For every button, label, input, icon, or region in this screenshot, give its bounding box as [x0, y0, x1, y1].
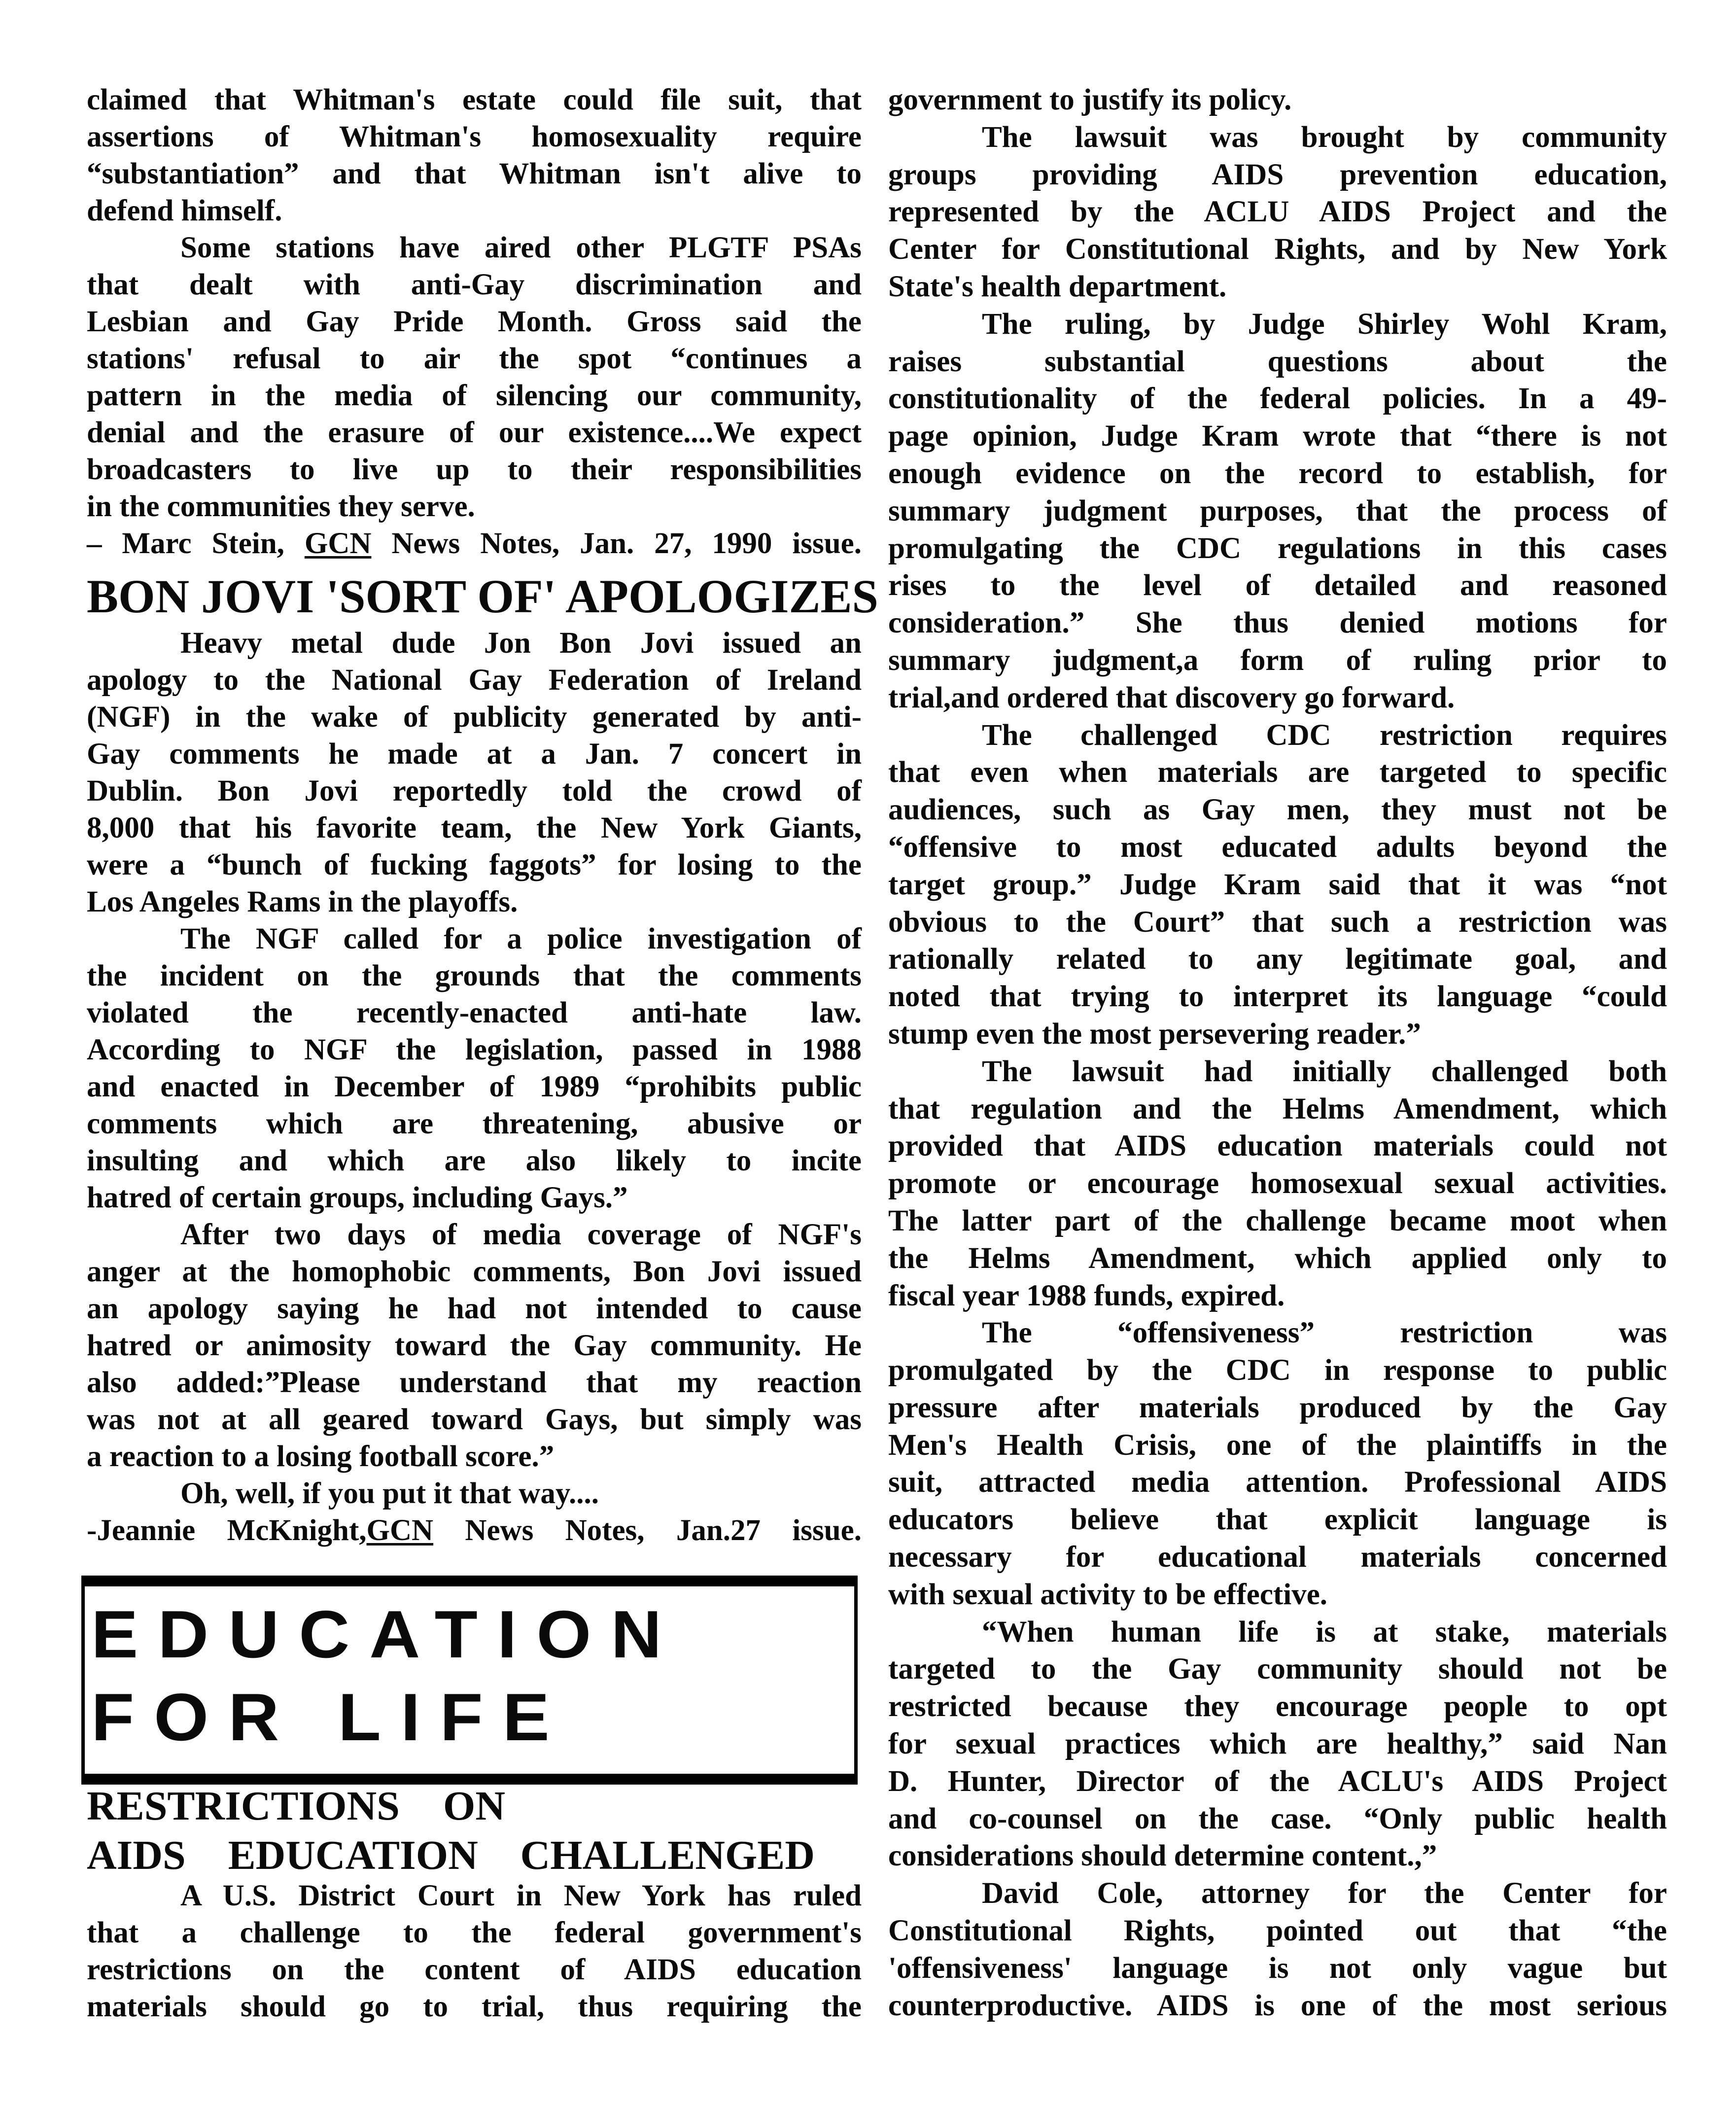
text-line: suit, attracted media attention. Professional AIDS: [888, 1466, 1667, 1499]
text-line: summary judgment,a form of ruling prior to: [888, 643, 1667, 677]
text-line: stations' refusal to air the spot “continues a: [87, 342, 862, 375]
restrictions-article: [87, 1877, 862, 2025]
text-line: restricted because they encourage people to opt: [888, 1690, 1667, 1723]
text-line: (NGF) in the wake of publicity generated by anti-: [87, 701, 862, 734]
text-line: The NGF called for a police investigation of: [180, 922, 862, 955]
text-line: Center for Constitutional Rights, and by New York: [888, 233, 1667, 266]
text-line: for sexual practices which are healthy,” said Nan: [888, 1727, 1667, 1761]
text-line: considerations should determine content.,”: [888, 1839, 1437, 1873]
text-line: constitutionality of the federal policies. In a 49-: [888, 382, 1667, 416]
text-line: Some stations have aired other PLGTF PSAs: [180, 231, 862, 264]
text-line: pattern in the media of silencing our community,: [87, 379, 862, 412]
text-line: A U.S. District Court in New York has ruled: [180, 1879, 862, 1912]
text-line: a reaction to a losing football score.”: [87, 1440, 555, 1473]
text-line: comments which are threatening, abusive or: [87, 1107, 862, 1140]
text-line: According to NGF the legislation, passed in 1988: [87, 1033, 862, 1066]
text-line: target group.” Judge Kram said that it was “not: [888, 868, 1667, 901]
text-line: that dealt with anti-Gay discrimination and: [87, 268, 862, 301]
text-line: denial and the erasure of our existence....We expect: [87, 416, 862, 449]
text-line: rises to the level of detailed and reasoned: [888, 569, 1667, 602]
byline-text: – Marc Stein,: [87, 527, 305, 560]
text-line: necessary for educational materials concerned: [888, 1541, 1667, 1574]
restrictions-headline-line2: AIDS EDUCATION CHALLENGED: [87, 1832, 815, 1878]
text-line: audiences, such as Gay men, they must not be: [888, 793, 1667, 827]
text-line: 8,000 that his favorite team, the New York Giants,: [87, 811, 862, 844]
logo-line-education: EDUCATION: [91, 1597, 682, 1672]
restrictions-article-continued: [888, 81, 1667, 2024]
byline-text: News Notes, Jan. 27, 1990 issue.: [371, 527, 862, 560]
text-line: defend himself.: [87, 194, 282, 227]
publication-name: GCN: [304, 527, 372, 560]
text-line: claimed that Whitman's estate could file suit, that: [87, 83, 862, 116]
text-line: D. Hunter, Director of the ACLU's AIDS Project: [888, 1764, 1667, 1798]
text-line: fiscal year 1988 funds, expired.: [888, 1279, 1285, 1312]
text-line: Dublin. Bon Jovi reportedly told the crowd of: [87, 774, 862, 807]
byline-text: News Notes, Jan.27 issue.: [433, 1514, 862, 1547]
text-line: The lawsuit was brought by community: [982, 120, 1667, 154]
text-line: counterproductive. AIDS is one of the most serious: [888, 1989, 1667, 2022]
intro-article-continued: [87, 81, 862, 562]
text-line: promulgated by the CDC in response to public: [888, 1354, 1667, 1387]
text-line: assertions of Whitman's homosexuality require: [87, 120, 862, 153]
text-line: rationally related to any legitimate goal, and: [888, 943, 1667, 976]
text-line: raises substantial questions about the: [888, 345, 1667, 378]
text-line: targeted to the Gay community should not be: [888, 1652, 1667, 1686]
text-line: “substantiation” and that Whitman isn't alive to: [87, 157, 862, 190]
logo-line-for-life: FOR LIFE: [91, 1680, 569, 1755]
text-line: Lesbian and Gay Pride Month. Gross said the: [87, 305, 862, 338]
text-line: The challenged CDC restriction requires: [982, 718, 1667, 752]
text-line: and enacted in December of 1989 “prohibits public: [87, 1070, 862, 1103]
text-line: also added:”Please understand that my reaction: [87, 1366, 862, 1399]
text-line: page opinion, Judge Kram wrote that “there is not: [888, 420, 1667, 453]
text-line: materials should go to trial, thus requiring the: [87, 1990, 862, 2023]
byline-credit: [87, 1512, 862, 1549]
text-line: 'offensiveness' language is not only vague but: [888, 1951, 1667, 1985]
text-line: were a “bunch of fucking faggots” for losing to the: [87, 848, 862, 881]
text-line: represented by the ACLU AIDS Project and the: [888, 195, 1667, 229]
text-line: that a challenge to the federal government's: [87, 1916, 862, 1949]
text-line: that regulation and the Helms Amendment, which: [888, 1092, 1667, 1125]
publication-name: GCN: [366, 1514, 434, 1547]
text-line: trial,and ordered that discovery go forward.: [888, 681, 1455, 714]
text-line: The lawsuit had initially challenged both: [982, 1054, 1667, 1088]
text-line: Constitutional Rights, pointed out that “the: [888, 1914, 1667, 1948]
byline-credit: [87, 525, 862, 562]
text-line: The ruling, by Judge Shirley Wohl Kram,: [982, 307, 1667, 341]
text-line: enough evidence on the record to establish, for: [888, 456, 1667, 490]
text-line: consideration.” She thus denied motions for: [888, 606, 1667, 640]
text-line: restrictions on the content of AIDS education: [87, 1953, 862, 1986]
text-line: provided that AIDS education materials could not: [888, 1129, 1667, 1163]
text-line: anger at the homophobic comments, Bon Jovi issued: [87, 1255, 862, 1288]
text-line: The “offensiveness” restriction was: [982, 1316, 1667, 1350]
text-line: noted that trying to interpret its language “could: [888, 980, 1667, 1014]
text-line: Men's Health Crisis, one of the plaintiffs in the: [888, 1428, 1667, 1462]
text-line: and co-counsel on the case. “Only public health: [888, 1802, 1667, 1835]
bon-jovi-headline: BON JOVI 'SORT OF' APOLOGIZES: [87, 570, 878, 623]
text-line: an apology saying he had not intended to cause: [87, 1292, 862, 1325]
text-line: with sexual activity to be effective.: [888, 1578, 1328, 1611]
text-line: “offensive to most educated adults beyond the: [888, 830, 1667, 864]
text-line: government to justify its policy.: [888, 83, 1292, 116]
text-line: hatred or animosity toward the Gay community. He: [87, 1329, 862, 1362]
text-line: the Helms Amendment, which applied only to: [888, 1241, 1667, 1275]
text-line: in the communities they serve.: [87, 490, 475, 523]
text-line: Gay comments he made at a Jan. 7 concert in: [87, 737, 862, 771]
text-line: “When human life is at stake, materials: [982, 1615, 1667, 1649]
text-line: insulting and which are also likely to incite: [87, 1144, 862, 1177]
text-line: The latter part of the challenge became moot when: [888, 1204, 1667, 1237]
byline-text: -Jeannie McKnight,: [87, 1514, 367, 1547]
text-line: stump even the most persevering reader.”: [888, 1017, 1421, 1051]
text-line: apology to the National Gay Federation of Ireland: [87, 664, 862, 697]
text-line: summary judgment purposes, that the process of: [888, 494, 1667, 527]
text-line: David Cole, attorney for the Center for: [982, 1877, 1667, 1910]
text-line: Oh, well, if you put it that way....: [180, 1477, 599, 1510]
text-line: Los Angeles Rams in the playoffs.: [87, 885, 518, 918]
text-line: pressure after materials produced by the Gay: [888, 1391, 1667, 1424]
text-line: was not at all geared toward Gays, but simply was: [87, 1403, 862, 1436]
text-line: hatred of certain groups, including Gays.”: [87, 1181, 628, 1214]
text-line: promulgating the CDC regulations in this cases: [888, 531, 1667, 565]
text-line: After two days of media coverage of NGF's: [180, 1218, 862, 1251]
text-line: that even when materials are targeted to specific: [888, 756, 1667, 789]
text-line: obvious to the Court” that such a restriction was: [888, 905, 1667, 939]
text-line: promote or encourage homosexual sexual activities.: [888, 1167, 1667, 1200]
text-line: broadcasters to live up to their responsibilities: [87, 453, 862, 486]
restrictions-headline-line1: RESTRICTIONS ON: [87, 1783, 505, 1829]
text-line: State's health department.: [888, 270, 1227, 303]
text-line: groups providing AIDS prevention education,: [888, 158, 1667, 191]
text-line: educators believe that explicit language is: [888, 1503, 1667, 1537]
text-line: violated the recently-enacted anti-hate law.: [87, 996, 862, 1029]
text-line: the incident on the grounds that the comments: [87, 959, 862, 992]
bon-jovi-article: [87, 625, 862, 1549]
text-line: Heavy metal dude Jon Bon Jovi issued an: [180, 627, 862, 660]
